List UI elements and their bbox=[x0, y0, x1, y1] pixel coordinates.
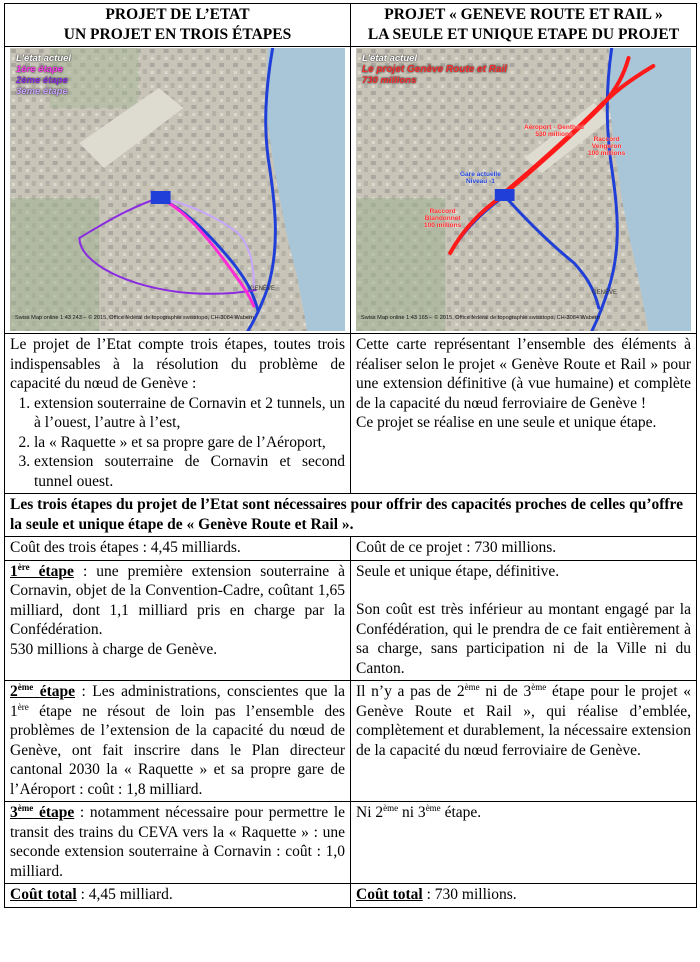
etape1-right-p1: Seule et unique étape, définitive. bbox=[356, 562, 560, 580]
list-item: 1. extension souterraine de Cornavin et 2 tunnels, un à l’ouest, l’autre à l’est, bbox=[34, 394, 345, 433]
state-map-copyright: Swiss Map online 1:43 243 – © 2015, Office fédéral de topographie swisstopo, CH-3084 Wabern bbox=[15, 314, 254, 321]
etape1-left-text: : une première extension souterraine à Cornavin, objet de la Convention-Cadre, coûtant 1,65 milliard, dont 1,1 milliard pris en charge par la Confédération. bbox=[10, 562, 345, 638]
right-total bbox=[351, 884, 697, 908]
etape3-row bbox=[5, 802, 697, 884]
list-item: 3. extension souterraine de Cornavin et second tunnel ouest. bbox=[34, 452, 345, 491]
right-total-value: : 730 millions. bbox=[422, 886, 517, 903]
total-row bbox=[5, 884, 697, 908]
left-total-value: : 4,45 milliard. bbox=[76, 886, 173, 903]
right-subtitle: LA SEULE ET UNIQUE ETAPE DU PROJET bbox=[367, 25, 680, 43]
bold-banner: Les trois étapes du projet de l’Etat sont nécessaires pour offrir des capacités proches de celles qu’offre la seule et unique étape de « Genève Route et Rail ». bbox=[5, 494, 697, 537]
grr-project-map bbox=[356, 48, 691, 331]
header-row bbox=[5, 4, 697, 47]
grr-map-legend bbox=[362, 53, 507, 86]
etape2-left bbox=[5, 681, 351, 802]
legend-actuel: L'état actuel bbox=[16, 53, 72, 64]
etape2-right: Il n’y a pas de 2ème ni de 3ème étape pour le projet « Genève Route et Rail », qui réalise d’emblée, complètement et durablement, la nécessaire extension de la capacité du nœud ferroviaire de Genève. bbox=[351, 681, 697, 802]
label-aeroport: Aéroport - Genthod 530 millions bbox=[524, 124, 584, 138]
right-cost: Coût de ce projet : 730 millions. bbox=[351, 537, 697, 561]
comparison-table bbox=[4, 3, 697, 908]
right-title: PROJET « GENEVE ROUTE ET RAIL » bbox=[384, 6, 663, 23]
etape2-heading: 2ème étape bbox=[10, 681, 76, 700]
etape2-left-sup: ère bbox=[17, 701, 29, 712]
right-total-label: Coût total bbox=[356, 886, 423, 903]
list-item: 2. la « Raquette » et sa propre gare de l’Aéroport, bbox=[34, 433, 345, 453]
intro-row bbox=[5, 334, 697, 494]
right-intro-cell bbox=[351, 334, 697, 494]
right-map-cell bbox=[351, 47, 697, 334]
grr-map-station bbox=[495, 189, 515, 201]
map-row bbox=[5, 47, 697, 334]
legend-etape-2: 2ème étape bbox=[16, 75, 68, 86]
grr-map-city: GENÈVE bbox=[591, 290, 617, 296]
left-total-label: Coût total bbox=[10, 886, 77, 903]
etape3-left bbox=[5, 802, 351, 884]
left-map-cell bbox=[5, 47, 351, 334]
state-map-station bbox=[151, 191, 171, 204]
right-intro-p1: Cette carte représentant l’ensemble des éléments à réaliser selon le projet « Genève Route et Rail » pour une extension définitive (à vue humaine) et complète de la capacité du nœud ferroviaire de Genève ! bbox=[356, 336, 691, 412]
etape2-right-text: étape pour le projet « Genève Route et Rail », qui réalise d’emblée, complètement et durablement, la nécessaire extension de la capacité du nœud ferroviaire de Genève. bbox=[356, 683, 692, 759]
legend-actuel-right: L'état actuel bbox=[362, 53, 418, 64]
left-intro-cell bbox=[5, 334, 351, 494]
etape1-left bbox=[5, 560, 351, 681]
label-gare: Gare actuelle Niveau -1 bbox=[460, 171, 501, 185]
legend-grr-title: Le projet Genève Route et Rail bbox=[362, 64, 508, 75]
left-header bbox=[5, 4, 351, 47]
left-intro-text: Le projet de l’Etat compte trois étapes, toutes trois indispensables à la résolution du problème de capacité du nœud de Genève : bbox=[10, 336, 345, 392]
etape1-left-text2: 530 millions à charge de Genève. bbox=[10, 640, 218, 658]
etape3-right: Ni 2ème ni 3ème étape. bbox=[351, 802, 697, 884]
etape1-heading: 1ère étape bbox=[10, 561, 74, 580]
state-map-legend bbox=[16, 53, 71, 97]
grr-map-graphic bbox=[356, 48, 691, 331]
etape2-left-b: étape ne résout de loin pas l’ensemble des problèmes de l’extension de la capacité du nœud de Genève, ont fait inscrire dans le Plan directeur cantonal 2030 la « Raquette » et sa propre gare de l’Aéroport : coût : 1,8 milliard. bbox=[10, 702, 345, 798]
grr-map-copyright: Swiss Map online 1:43 165 – © 2015, Office fédéral de topographie swisstopo, CH-3084 Wabern bbox=[361, 314, 600, 321]
left-total bbox=[5, 884, 351, 908]
left-subtitle: UN PROJET EN TROIS ÉTAPES bbox=[63, 25, 292, 43]
cost-row bbox=[5, 537, 697, 561]
left-intro-list bbox=[10, 394, 345, 492]
etape2-row bbox=[5, 681, 697, 802]
legend-etape-3: 3ème étape bbox=[16, 86, 68, 97]
etape3-left-text: : notamment nécessaire pour permettre le transit des trains du CEVA vers la « Raquette » : une seconde extension souterraine à Cornavin : coût : 1,0 milliard. bbox=[10, 804, 346, 880]
etape1-right bbox=[351, 560, 697, 681]
right-header bbox=[351, 4, 697, 47]
left-title: PROJET DE L’ETAT bbox=[105, 6, 250, 23]
state-project-map bbox=[10, 48, 345, 331]
etape1-right-p2: Son coût est très inférieur au montant engagé par la Confédération, qui le prendra de ce fait entièrement à sa charge, sans participation ni de la Ville ni du Canton. bbox=[356, 601, 691, 677]
label-raccord-blandonnet: Raccord Blandonnet 100 millions bbox=[424, 208, 462, 229]
right-intro-p2: Ce projet se réalise en une seule et unique étape. bbox=[356, 414, 657, 431]
state-map-city: GENÈVE bbox=[249, 286, 275, 292]
left-cost: Coût des trois étapes : 4,45 milliards. bbox=[5, 537, 351, 561]
etape1-row bbox=[5, 560, 697, 681]
legend-etape-1: 1ère étape bbox=[16, 64, 64, 75]
legend-grr-cost: 730 millions bbox=[362, 75, 417, 86]
banner-row bbox=[5, 494, 697, 537]
etape2-left-a: : Les administrations, conscientes que la 1 bbox=[10, 683, 346, 720]
etape3-heading: 3ème étape bbox=[10, 802, 75, 821]
label-raccord-vengeron: Raccord Vengeron 100 millions bbox=[588, 136, 626, 157]
